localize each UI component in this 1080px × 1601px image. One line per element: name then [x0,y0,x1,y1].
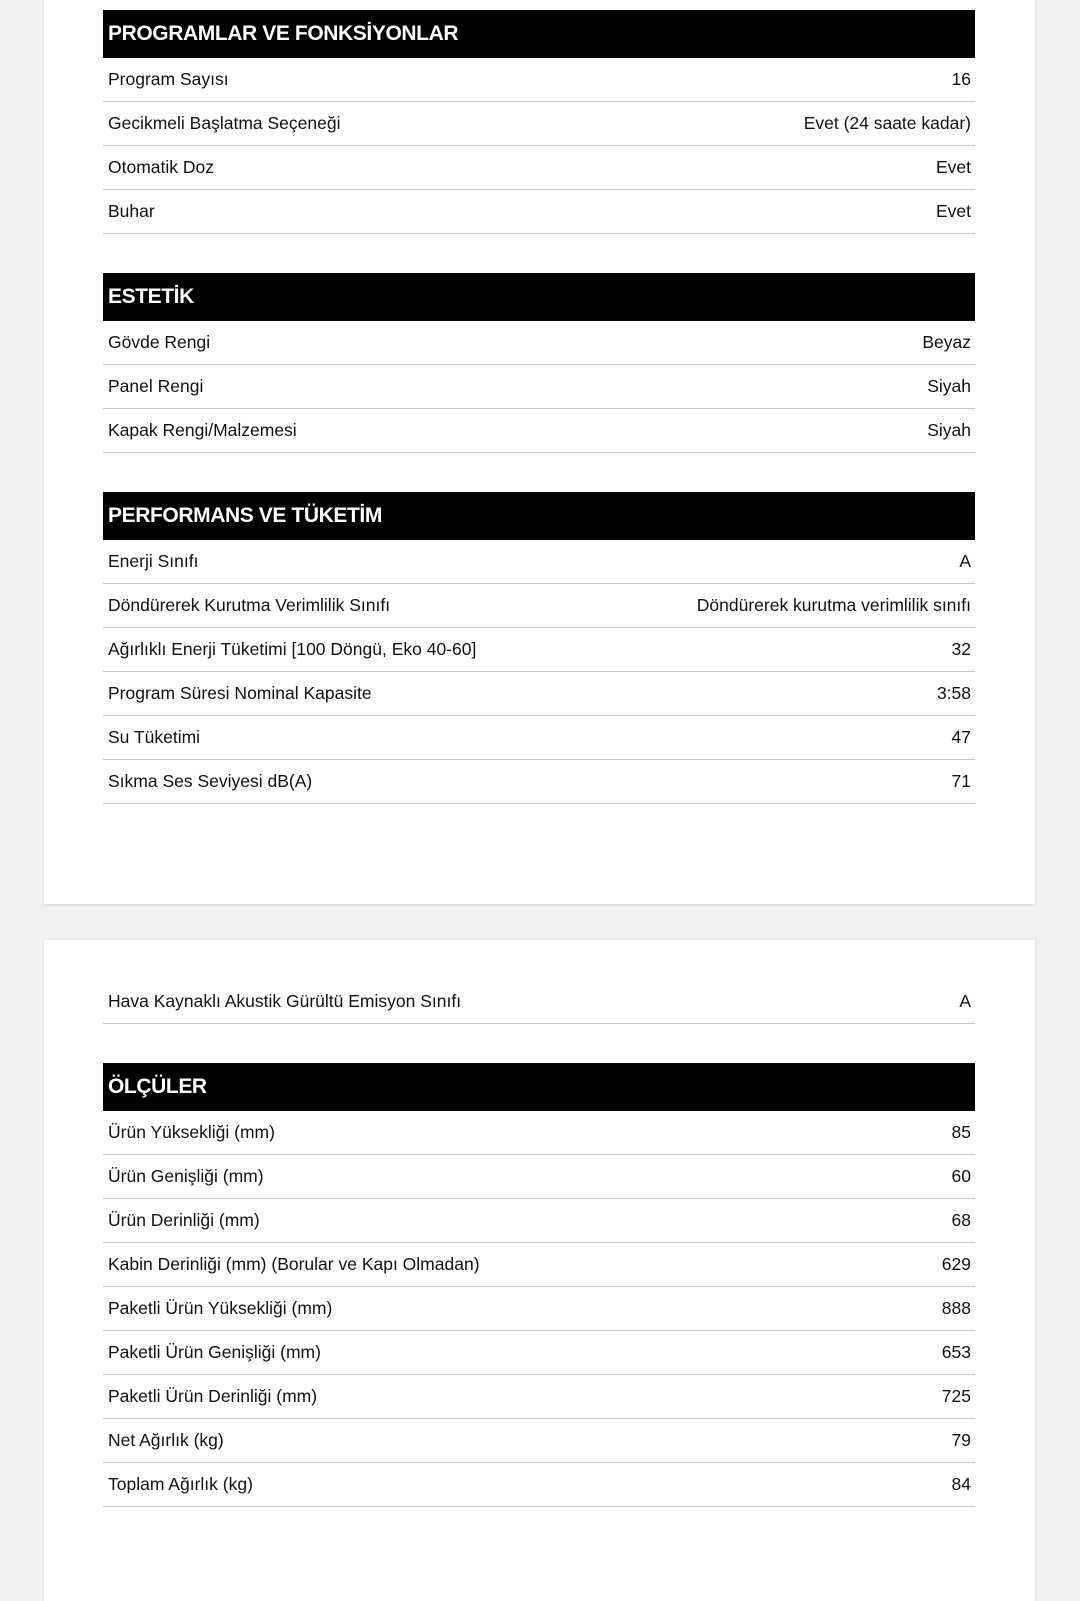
section-gap [103,1024,975,1063]
spec-row [103,1243,975,1287]
spec-label: Ürün Derinliği (mm) [108,1210,260,1230]
spec-value: Evet (24 saate kadar) [803,113,971,133]
section-aesthetics [103,273,975,453]
spec-value: 32 [951,639,971,659]
spec-row [103,628,975,672]
spec-value: Evet [935,201,971,221]
spec-label: Net Ağırlık (kg) [108,1430,224,1450]
section-gap [103,234,975,273]
spec-value: 16 [951,69,971,89]
spec-label: Paketli Ürün Derinliği (mm) [108,1386,318,1406]
spec-label: Kapak Rengi/Malzemesi [108,420,297,440]
spec-row [103,1199,975,1243]
section-performance-continued [103,980,975,1024]
section-performance [103,492,975,804]
spec-label: Paketli Ürün Yüksekliği (mm) [108,1298,333,1318]
spec-row [103,1463,975,1507]
spec-row [103,540,975,584]
page-1-content [103,10,975,804]
page-2-content [103,980,975,1507]
section-header-performance: PERFORMANS VE TÜKETİM [103,492,975,540]
spec-label: Toplam Ağırlık (kg) [108,1474,253,1494]
spec-label: Panel Rengi [108,376,204,396]
spec-label: Gövde Rengi [108,332,211,352]
spec-value: 725 [941,1386,971,1406]
spec-row [103,1155,975,1199]
spec-label: Kabin Derinliği (mm) (Borular ve Kapı Olmadan) [108,1254,480,1274]
spec-label: Döndürerek Kurutma Verimlilik Sınıfı [108,595,391,615]
spec-value: 47 [951,727,971,747]
spec-row [103,321,975,365]
spec-label: Ürün Yüksekliği (mm) [108,1122,275,1142]
spec-label: Program Süresi Nominal Kapasite [108,683,372,703]
spec-label: Program Sayısı [108,69,229,89]
spec-row [103,146,975,190]
spec-value: Siyah [927,376,971,396]
document-page-1 [44,0,1035,904]
spec-row [103,980,975,1024]
spec-value: Siyah [927,420,971,440]
spec-label: Paketli Ürün Genişliği (mm) [108,1342,321,1362]
spec-value: 60 [951,1166,971,1186]
spec-row [103,190,975,234]
spec-row [103,409,975,453]
spec-row [103,1287,975,1331]
spec-value: 85 [951,1122,971,1142]
spec-value: 653 [941,1342,971,1362]
spec-value: Evet [935,157,971,177]
spec-value: 888 [941,1298,971,1318]
section-header-aesthetics: ESTETİK [103,273,975,321]
spec-row [103,365,975,409]
spec-value: 79 [951,1430,971,1450]
document-page-2 [44,940,1035,1601]
spec-label: Hava Kaynaklı Akustik Gürültü Emisyon Sınıfı [108,991,462,1011]
spec-row [103,1331,975,1375]
section-header-dimensions: ÖLÇÜLER [103,1063,975,1111]
spec-label: Gecikmeli Başlatma Seçeneği [108,113,341,133]
spec-value: A [959,991,971,1011]
spec-value: Döndürerek kurutma verimlilik sınıfı [696,595,971,615]
spec-row [103,584,975,628]
spec-row [103,672,975,716]
spec-row [103,1375,975,1419]
spec-value: Beyaz [922,332,971,352]
section-dimensions [103,1063,975,1507]
spec-row [103,716,975,760]
section-programs [103,10,975,234]
spec-label: Ağırlıklı Enerji Tüketimi [100 Döngü, Eko 40-60] [108,639,477,659]
spec-value: 84 [951,1474,971,1494]
spec-row [103,102,975,146]
spec-label: Otomatik Doz [108,157,214,177]
section-gap [103,453,975,492]
spec-value: A [959,551,971,571]
spec-row [103,1111,975,1155]
spec-label: Ürün Genişliği (mm) [108,1166,264,1186]
spec-label: Buhar [108,201,155,221]
spec-row [103,1419,975,1463]
spec-label: Sıkma Ses Seviyesi dB(A) [108,771,313,791]
spec-row [103,58,975,102]
spec-value: 71 [951,771,971,791]
section-header-programs: PROGRAMLAR VE FONKSİYONLAR [103,10,975,58]
spec-label: Su Tüketimi [108,727,201,747]
spec-value: 3:58 [936,683,971,703]
spec-row [103,760,975,804]
spec-label: Enerji Sınıfı [108,551,199,571]
spec-value: 629 [941,1254,971,1274]
spec-value: 68 [951,1210,971,1230]
